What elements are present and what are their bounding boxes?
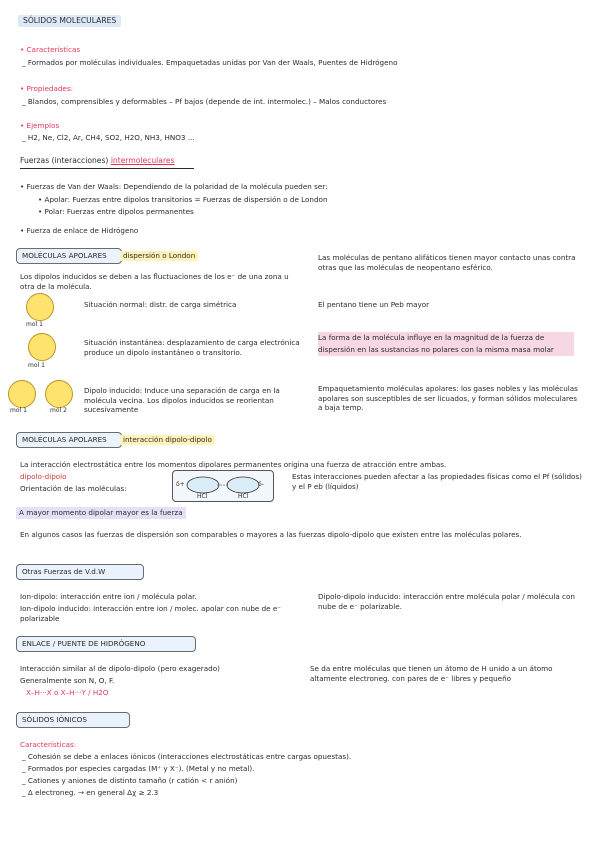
heading-caracteristicas: • Características xyxy=(20,45,81,54)
hidrogeno-l2: Generalmente son N, O, F. xyxy=(20,676,115,685)
apolares-right-2: El pentano tiene un Peb mayor xyxy=(318,300,430,309)
hidrogeno-right: Se da entre moléculas que tienen un átomo de H unido a un átomo altamente electroneg. con pares de e⁻ libres y pequeño xyxy=(310,664,553,683)
puente-h-text: • Fuerza de enlace de Hidrógeno xyxy=(20,226,139,235)
vdw-polar-text: • Polar: Fuerzas entre dipolos permanentes xyxy=(38,207,194,216)
apolares-header: MOLÉCULAS APOLARES xyxy=(22,251,107,260)
polares-line1: La interacción electrostática entre los momentos dipolares permanentes origina una fuerza de atracción entre ambas. xyxy=(20,460,447,469)
dipolo-dipolo-inducido: Dipolo-dipolo inducido: interacción entre molécula polar / molécula con nube de e⁻ polarizable. xyxy=(318,592,575,611)
empaquetamiento-apolares: Empaquetamiento moléculas apolares: los gases nobles y las moléculas apolares son susceptibles de ser licuados, y forman sólidos moleculares a baja temp. xyxy=(318,384,578,412)
delta-minus-label: δ- xyxy=(258,481,264,488)
ion-dipolo-inducido: Ion-dipolo inducido: interacción entre ion / molec. apolar con nube de e⁻ polarizable xyxy=(20,604,282,623)
ionicos-l3: _ Cationes y aniones de distinto tamaño (r catión < r anión) xyxy=(22,776,238,785)
mol2-label: mol 2 xyxy=(50,407,67,414)
molecule-circle-1 xyxy=(8,380,36,408)
polares-header-sub: interacción dipolo-dipolo xyxy=(120,435,215,445)
polares-header: MOLÉCULAS APOLARES xyxy=(22,435,107,444)
hcl-label-2: HCl xyxy=(238,493,249,500)
apolares-header-sub: dispersión o London xyxy=(120,251,198,261)
ionicos-header: SÓLIDOS IÓNICOS xyxy=(22,715,87,724)
molecule-circle-instant xyxy=(28,333,56,361)
ejemplos-text: _ H2, Ne, Cl2, Ar, CH4, SO2, H2O, NH3, HNO3 ... xyxy=(22,133,195,142)
dispersion-comparable: En algunos casos las fuerzas de dispersión son comparables o mayores a las fuerzas dipolo-dipolo que existen entre las moléculas polares. xyxy=(20,530,522,539)
otras-header: Otras Fuerzas de V.d.W xyxy=(22,567,106,576)
ionicos-l2: _ Formados por especies cargadas (M⁺ y X⁻). (Metal y no metal). xyxy=(22,764,255,773)
hidrogeno-header: ENLACE / PUENTE DE HIDRÓGENO xyxy=(22,639,146,648)
polares-right: Estas interacciones pueden afectar a las propiedades físicas como el Pf (sólidos) y el P eb (líquidos) xyxy=(292,472,582,491)
mol-label-instant: mol 1 xyxy=(28,362,45,369)
dipole-molecule-2 xyxy=(227,477,259,493)
polares-orientacion: Orientación de las moléculas: xyxy=(20,484,127,493)
ionicos-l4: _ Δ electroneg. → en general Δχ ≥ 2.3 xyxy=(22,788,159,797)
dipolo-inducido: Dipolo inducido: Induce una separación de carga en la molécula vecina. Los dipolos inducidos se reorientan sucesivamente xyxy=(84,386,280,414)
fuerzas-title-b: intermoleculares xyxy=(110,156,175,165)
fuerzas-title-a: Fuerzas (interacciones) xyxy=(20,156,111,165)
molecule-circle xyxy=(26,293,54,321)
caracteristicas-text: _ Formados por moléculas individuales. Empaquetadas unidas por Van der Waals, Puentes de Hidrógeno xyxy=(22,58,398,67)
molecule-circle-2 xyxy=(45,380,73,408)
hidrogeno-l3: X–H···X o X–H···Y / H2O xyxy=(26,688,109,697)
delta-plus-label: δ+ xyxy=(176,481,185,488)
vdw-text: • Fuerzas de Van der Waals: Dependiendo de la polaridad de la molécula pueden ser: xyxy=(20,182,328,191)
fuerzas-title xyxy=(20,156,175,166)
hidrogeno-l1: Interacción similar al de dipolo-dipolo (pero exagerado) xyxy=(20,664,220,673)
hcl-label-1: HCl xyxy=(197,493,208,500)
ionicos-caracteristicas: Características: xyxy=(20,740,77,749)
situacion-instantanea: Situación instantánea: desplazamiento de carga electrónica produce un dipolo instantáneo o transitorio. xyxy=(84,338,300,357)
apolares-right-1: Las moléculas de pentano alifáticos tienen mayor contacto unas contra otras que las moléculas de neopentano esférico. xyxy=(318,253,576,272)
polares-dipolo-bullet: dipolo-dipolo xyxy=(20,472,67,481)
vdw-apolar-text: • Apolar: Fuerzas entre dipolos transitorios = Fuerzas de dispersión o de London xyxy=(38,195,328,204)
mol1-label: mol 1 xyxy=(10,407,27,414)
situacion-normal: Situación normal: distr. de carga simétrica xyxy=(84,300,237,309)
ionicos-l1: _ Cohesión se debe a enlaces iónicos (interacciones electrostáticas entre cargas opuestas). xyxy=(22,752,352,761)
mayor-momento: A mayor momento dipolar mayor es la fuerza xyxy=(16,507,186,519)
apolares-desc: Los dipolos inducidos se deben a las fluctuaciones de los e⁻ de una zona u otra de la molécula. xyxy=(20,272,289,291)
ion-dipolo: Ion-dipolo: interacción entre ion / molécula polar. xyxy=(20,592,197,601)
heading-ejemplos: • Ejemplos xyxy=(20,121,60,130)
mol-label: mol 1 xyxy=(26,321,43,328)
propiedades-text: _ Blandos, comprensibles y deformables – Pf bajos (depende de int. intermolec.) – Malos conductores xyxy=(22,97,387,106)
heading-propiedades: • Propiedades: xyxy=(20,84,74,93)
fuerzas-underline xyxy=(20,168,194,169)
dipole-molecule-1 xyxy=(187,477,219,493)
forma-molecula-box: La forma de la molécula influye en la magnitud de la fuerza de dispersión en las sustancias no polares con la misma masa molar xyxy=(318,332,574,356)
section-title-solidos-moleculares: SÓLIDOS MOLECULARES xyxy=(18,15,121,27)
